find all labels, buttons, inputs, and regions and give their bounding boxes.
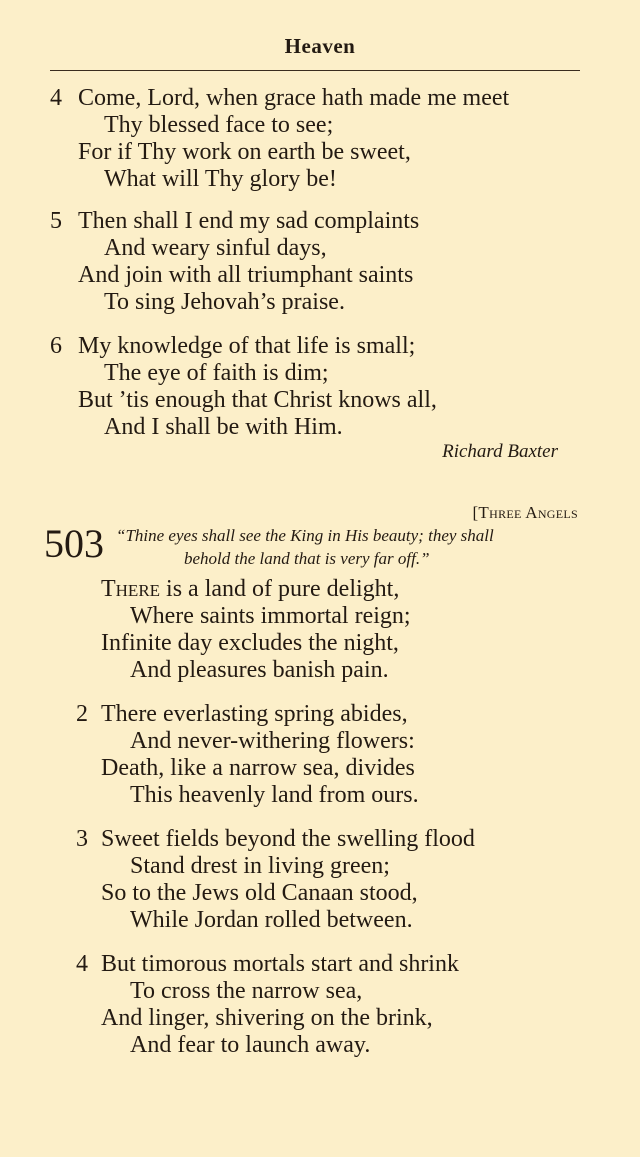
verse-line: To cross the narrow sea, bbox=[130, 978, 363, 1004]
epigraph-line: “Thine eyes shall see the King in His beauty; they shall bbox=[116, 526, 494, 545]
verse-line: Death, like a narrow sea, divides bbox=[101, 755, 415, 781]
first-line-rest: is a land of pure delight, bbox=[160, 576, 400, 602]
verse-line: And I shall be with Him. bbox=[104, 414, 343, 440]
stanza-number: 6 bbox=[50, 333, 62, 359]
verse-line: Stand drest in living green; bbox=[130, 853, 390, 879]
stanza-number: 5 bbox=[50, 208, 62, 234]
verse-line: And linger, shivering on the brink, bbox=[101, 1005, 433, 1031]
verse-line: And fear to launch away. bbox=[130, 1032, 371, 1058]
header-rule bbox=[50, 70, 580, 71]
verse-line: To sing Jehovah’s praise. bbox=[104, 289, 345, 315]
page-title: Heaven bbox=[284, 34, 356, 58]
verse-line: But ’tis enough that Christ knows all, bbox=[78, 387, 437, 413]
verse-line: Then shall I end my sad complaints bbox=[78, 208, 420, 234]
verse-line: Come, Lord, when grace hath made me meet bbox=[78, 85, 510, 111]
stanza-number: 2 bbox=[76, 701, 88, 727]
verse-line: What will Thy glory be! bbox=[104, 166, 337, 192]
verse-line: Where saints immortal reign; bbox=[130, 603, 411, 629]
tune-bracket: [ bbox=[472, 503, 479, 522]
stanza-number: 4 bbox=[50, 85, 62, 111]
first-word: There bbox=[101, 576, 161, 602]
verse-line: My knowledge of that life is small; bbox=[78, 333, 416, 359]
verse-line: And pleasures banish pain. bbox=[130, 657, 389, 683]
verse-line: For if Thy work on earth be sweet, bbox=[78, 139, 411, 165]
verse-line: Sweet fields beyond the swelling flood bbox=[101, 826, 475, 852]
epigraph-line: behold the land that is very far off.” bbox=[184, 549, 430, 568]
verse-line: But timorous mortals start and shrink bbox=[101, 951, 459, 977]
verse-line bbox=[101, 574, 399, 604]
verse-line: And weary sinful days, bbox=[104, 235, 327, 261]
verse-line: This heavenly land from ours. bbox=[130, 782, 419, 808]
verse-line: And join with all triumphant saints bbox=[78, 262, 414, 288]
verse-line: While Jordan rolled between. bbox=[130, 907, 413, 933]
stanza-number: 4 bbox=[76, 951, 88, 977]
verse-line: And never-withering flowers: bbox=[130, 728, 415, 754]
verse-line: So to the Jews old Canaan stood, bbox=[101, 880, 418, 906]
author-attribution: Richard Baxter bbox=[442, 441, 558, 462]
tune-name-text: Three Angels bbox=[478, 503, 578, 522]
verse-line: Thy blessed face to see; bbox=[104, 112, 334, 138]
stanza-number: 3 bbox=[76, 826, 88, 852]
verse-line: Infinite day excludes the night, bbox=[101, 630, 399, 656]
verse-line: There everlasting spring abides, bbox=[101, 701, 408, 727]
tune-name bbox=[472, 502, 578, 524]
hymn-number: 503 bbox=[44, 521, 104, 566]
verse-line: The eye of faith is dim; bbox=[104, 360, 329, 386]
